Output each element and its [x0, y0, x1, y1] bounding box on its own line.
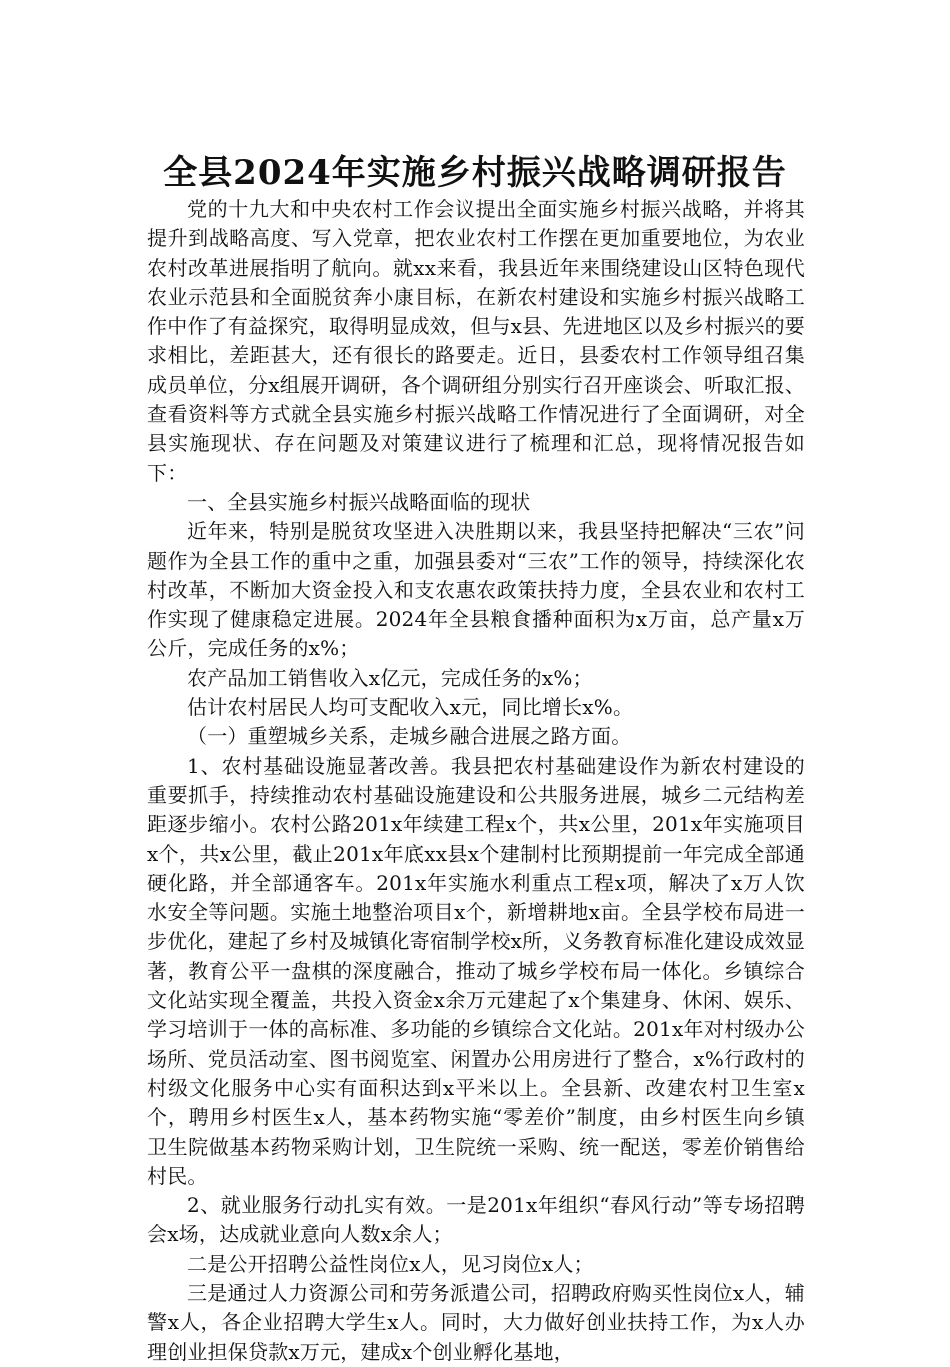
document-body	[147, 195, 805, 1367]
paragraph-status-overview: 近年来，特别是脱贫攻坚进入决胜期以来，我县坚持把解决“三农”问题作为全县工作的重中之重，加强县委对“三农”工作的领导，持续深化农村改革，不断加大资金投入和支农惠农政策扶持力度，全县农业和农村工作实现了健康稳定进展。2024年全县粮食播种面积为x万亩，总产量x万公斤，完成任务的x%；	[147, 519, 805, 661]
paragraph-resident-income: 估计农村居民人均可支配收入x元，同比增长x%。	[187, 695, 634, 720]
paragraph-employment-2: 二是公开招聘公益性岗位x人，见习岗位x人；	[187, 1251, 594, 1276]
paragraph-processing-income: 农产品加工销售收入x亿元，完成任务的x%；	[187, 665, 593, 690]
intro-paragraph: 党的十九大和中央农村工作会议提出全面实施乡村振兴战略，并将其提升到战略高度、写入党章，把农业农村工作摆在更加重要地位，为农业农村改革进展指明了航向。就xx来看，我县近年来围绕建设山区特色现代农业示范县和全面脱贫奔小康目标，在新农村建设和实施乡村振兴战略工作中作了有益探究，取得明显成效，但与x县、先进地区以及乡村振兴的要求相比，差距甚大，还有很长的路要走。近日，县委农村工作领导组召集成员单位，分x组展开调研，各个调研组分别实行召开座谈会、听取汇报、查看资料等方式就全县实施乡村振兴战略工作情况进行了全面调研，对全县实施现状、存在问题及对策建议进行了梳理和汇总，现将情况报告如下：	[147, 197, 805, 485]
paragraph-employment-3: 三是通过人力资源公司和劳务派遣公司，招聘政府购买性岗位x人，辅警x人，各企业招聘大学生x人。同时，大力做好创业扶持工作，为x人办理创业担保贷款x万元，建成x个创业孵化基地，	[147, 1280, 805, 1364]
paragraph-infrastructure: 1、农村基础设施显著改善。我县把农村基础建设作为新农村建设的重要抓手，持续推动农村基础设施建设和公共服务进展，城乡二元结构差距逐步缩小。农村公路201x年续建工程x个，共x公里，201x年实施项目x个，共x公里，截止201x年底xx县x个建制村比预期提前一年完成全部通硬化路，并全部通客车。201x年实施水利重点工程x项，解决了x万人饮水安全等问题。实施土地整治项目x个，新增耕地x亩。全县学校布局进一步优化，建起了乡村及城镇化寄宿制学校x所，义务教育标准化建设成效显著，教育公平一盘棋的深度融合，推动了城乡学校布局一体化。乡镇综合文化站实现全覆盖，共投入资金x余万元建起了x个集建身、休闲、娱乐、学习培训于一体的高标准、多功能的乡镇综合文化站。201x年对村级办公场所、党员活动室、图书阅览室、闲置办公用房进行了整合，x%行政村的村级文化服务中心实有面积达到x平米以上。全县新、改建农村卫生室x个，聘用乡村医生x人，基本药物实施“零差价”制度，由乡村医生向乡镇卫生院做基本药物采购计划，卫生院统一采购、统一配送，零差价销售给村民。	[147, 753, 805, 1188]
subsection-heading-1: （一）重塑城乡关系，走城乡融合进展之路方面。	[187, 724, 632, 749]
document-title: 全县2024年实施乡村振兴战略调研报告	[163, 152, 787, 193]
section-heading-1: 一、全县实施乡村振兴战略面临的现状	[187, 489, 531, 514]
paragraph-employment-1: 2、就业服务行动扎实有效。一是201x年组织“春风行动”等专场招聘会x场，达成就业意向人数x余人；	[147, 1193, 805, 1247]
